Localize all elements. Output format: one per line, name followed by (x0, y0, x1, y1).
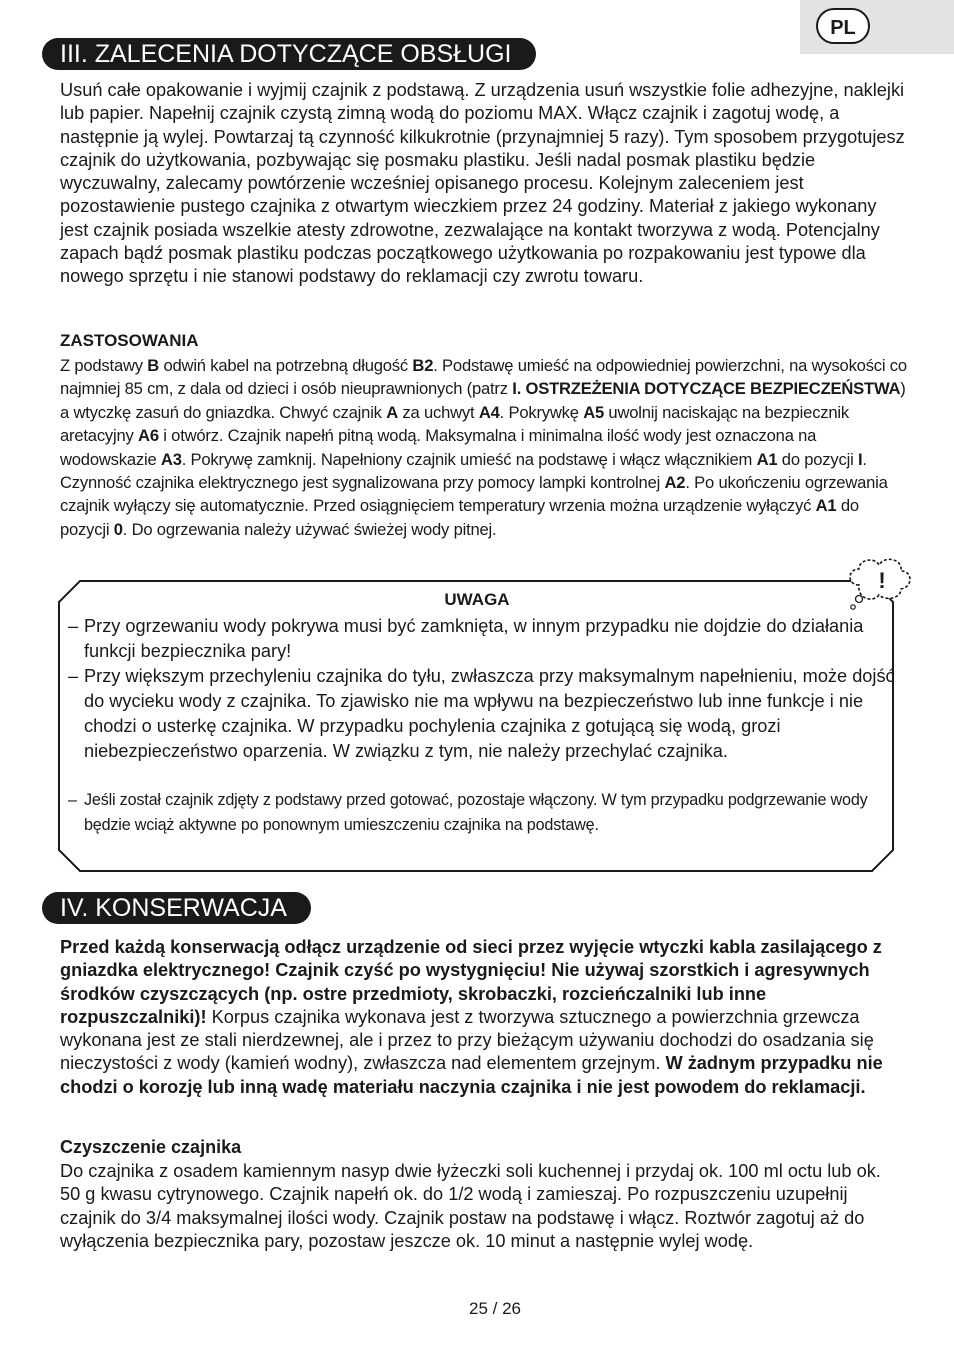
maintenance-body: Korpus czajnika wykonava jest z tworzywa sztucznego a powierzchnia grzewcza wykonana jest ze stali nierdzewnej, ale i przez to przy bieżącym używaniu dochodzi do osadzania się nieczystości z wody (kamień wodny), zwłaszcza nad elementem grzejnym. (60, 1006, 874, 1074)
maintenance-bold-note: W żadnym przypadku nie chodzi o korozję lub inną wadę materiału naczynia czajnika i nie jest powodem do reklamacji. (60, 1053, 883, 1097)
maintenance-warning: Przed każdą konserwacją odłącz urządzenie od sieci przez wyjęcie wtyczki kabla zasilającego z gniazdka elektrycznego! Czajnik czyść po wystygnięciu! Nie używaj szorstkich i agresywnych środków czyszczących (np. ostre przedmioty, skrobaczki, rozcieńczalniki lub inne rozpuszczalniki)! (60, 937, 882, 1027)
usage-bold-ref: A3 (160, 449, 182, 469)
maintenance-paragraph (60, 936, 906, 1099)
note-item-1: – Przy ogrzewaniu wody pokrywa musi być zamknięta, w innym przypadku nie dojdzie do działania funkcji bezpiecznika pary! (68, 616, 864, 661)
usage-heading: ZASTOSOWANIA (60, 331, 199, 350)
page-number: 25 / 26 (469, 1299, 521, 1318)
exclamation-icon: ! (878, 568, 886, 593)
note-title: UWAGA (444, 590, 510, 609)
usage-paragraph: Z podstawy B odwiń kabel na potrzebną długość B2. Podstawę umieść na odpowiedniej powierzchni, na wysokości co najmniej 85 cm, z dala od dzieci i osób nieuprawnionych (patrz I. OSTRZEŻENIA DOTYCZĄCE BEZPIECZEŃSTWA) a wtyczkę zasuń do gniazdka. Chwyć czajnik A za uchwyt A4. Pokrywkę A5 uwolnij naciskając na bezpiecznik aretacyjny A6 i otwórz. Czajnik napełń pitną wodą. Maksymalna i minimalna ilość wody jest oznaczona na wodowskazie A3. Pokrywę zamknij. Napełniony czajnik umieść na podstawę i włącz włącznikiem A1 do pozycji I. Czynność czajnika elektrycznego jest sygnalizowana przy pomocy lampki kontrolnej A2. Po ukończeniu ogrzewania czajnik wyłączy się automatycznie. Przed osiągnięciem temperatury wrzenia można urządzenie wyłączyć A1 do pozycji 0. Do ogrzewania należy używać świeżej wody pitnej. (60, 356, 907, 539)
usage-bold-ref: A1 (815, 496, 837, 516)
usage-bold-ref: 0 (113, 519, 123, 539)
usage-bold-ref: I. OSTRZEŻENIA DOTYCZĄCE BEZPIECZEŃSTWA (512, 379, 901, 399)
section-heading-4: IV. KONSERWACJA (42, 892, 311, 924)
usage-bold-ref: A (386, 402, 398, 422)
usage-bold-ref: I (857, 449, 863, 469)
usage-bold-ref: A1 (756, 449, 778, 469)
usage-bold-ref: A2 (664, 473, 686, 493)
usage-bold-ref: B (147, 356, 160, 375)
usage-bold-ref: B2 (412, 356, 434, 375)
usage-bold-ref: A5 (583, 402, 604, 422)
cleaning-paragraph: Do czajnika z osadem kamiennym nasyp dwie łyżeczki soli kuchennej i przydaj ok. 100 ml octu lub ok. 50 g kwasu cytrynowego. Czajnik napełń ok. do 1/2 wodą i zamieszaj. Po rozpuszczeniu uzupełnij czajnik do 3/4 maksymalnej ilości wody. Czajnik postaw na podstawę i włącz. Roztwór zagotuj aż do wyłączenia bezpiecznika pary, pozostaw jeszcze ok. 10 minut a następnie wylej wodę. (60, 1161, 881, 1251)
section-heading-3: III. ZALECENIA DOTYCZĄCE OBSŁUGI (42, 38, 536, 70)
language-badge: PL (816, 8, 870, 44)
usage-bold-ref: A4 (478, 402, 500, 422)
note-item-3: – Jeśli został czajnik zdjęty z podstawy przed gotować, pozostaje włączony. W tym przypadku podgrzewanie wody będzie wciąż aktywne po ponownym umieszczeniu czajnika na podstawę. (68, 791, 868, 834)
intro-paragraph: Usuń całe opakowanie i wyjmij czajnik z podstawą. Z urządzenia usuń wszystkie folie adhezyjne, naklejki lub papier. Napełnij czajnik czystą zimną wodą do poziomu MAX. Włącz czajnik i zagotuj wodę, a następnie ją wylej. Powtarzaj tą czynność kilkukrotnie (przynajmniej 5 razy). Tym sposobem przygotujesz czajnik do użytkowania, pozbywając się posmaku plastiku. Jeśli nadal posmak plastiku będzie wyczuwalny, zalecamy powtórzenie wcześniej opisanego procesu. Kolejnym zaleceniem jest pozostawienie pustego czajnika z otwartym wieczkiem przez 24 godziny. Materiał z jakiego wykonany jest czajnik posiada wszelkie atesty zdrowotne, zezwalające na kontakt tworzywa z wodą. Potencjalny zapach bądź posmak plastiku podczas początkowego użytkowania po rozpakowaniu jest typowe dla nowego sprzętu i nie stanowi podstawy do reklamacji czy zwrotu towaru. (60, 80, 905, 287)
cleaning-heading: Czyszczenie czajnika (60, 1137, 242, 1157)
note-item-2: – Przy większym przechyleniu czajnika do tyłu, zwłaszcza przy maksymalnym napełnieniu, może dojść do wycieku wody z czajnika. To zjawisko nie ma wpływu na bezpieczeństwo lub inne funkcje i nie chodzi o usterkę czajnika. W przypadku pochylenia czajnika z gotującą się wodą, grozi niebezpieczeństwo oparzenia. W związku z tym, nie należy przechylać czajnika. (68, 666, 895, 761)
usage-bold-ref: A6 (138, 426, 159, 446)
